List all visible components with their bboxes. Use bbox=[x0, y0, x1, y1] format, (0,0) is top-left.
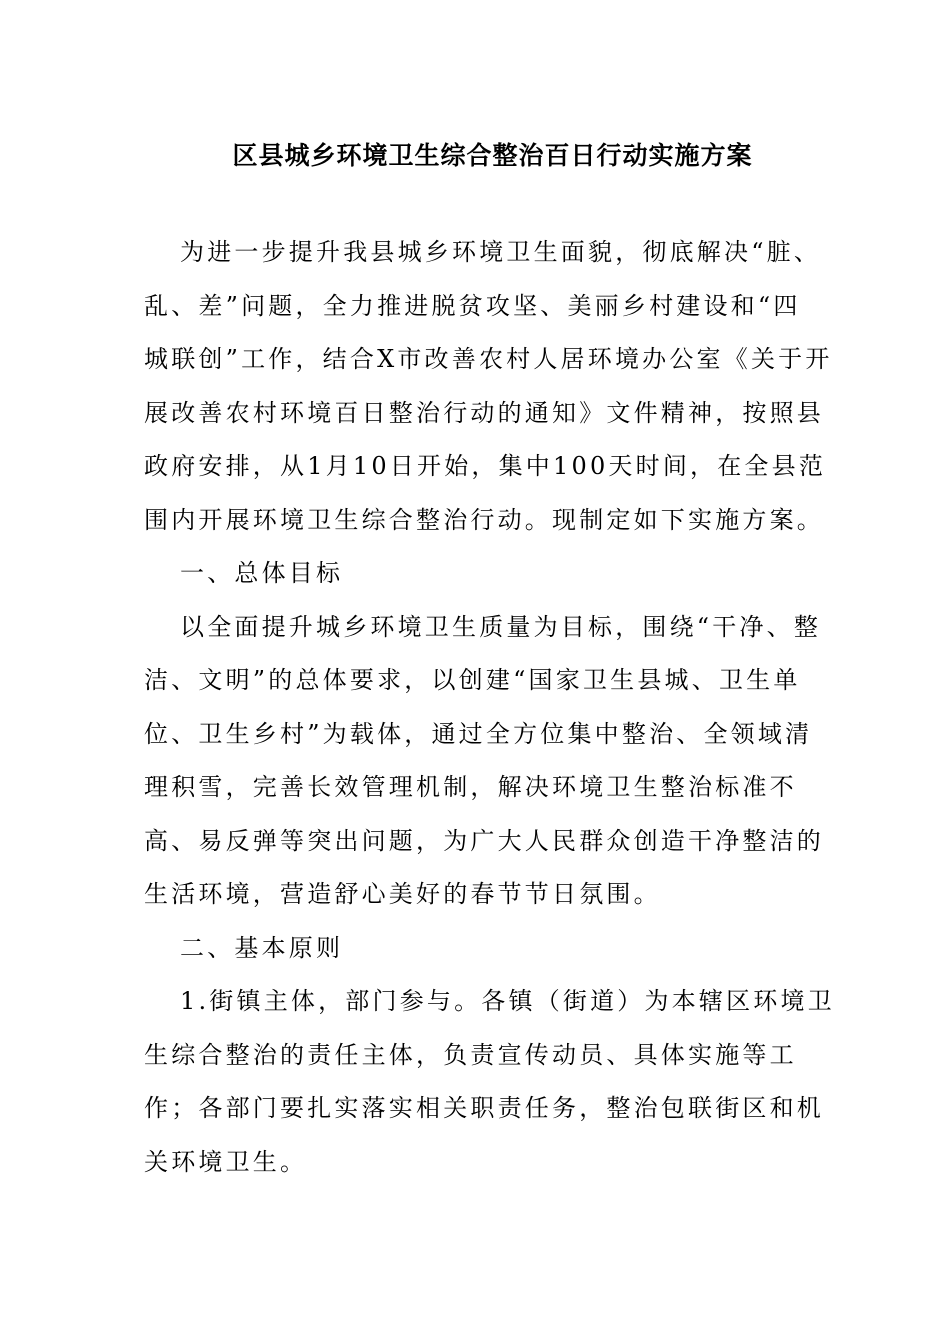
paragraph-line: 作；各部门要扎实落实相关职责任务，整治包联街区和机 bbox=[144, 1094, 824, 1122]
paragraph-line: 洁、文明”的总体要求，以创建“国家卫生县城、卫生单 bbox=[144, 666, 801, 694]
paragraph-line: 高、易反弹等突出问题，为广大人民群众创造干净整洁的 bbox=[144, 826, 824, 855]
paragraph-line: 围内开展环境卫生综合整治行动。现制定如下实施方案。 bbox=[144, 505, 824, 534]
paragraph-line: 理积雪，完善长效管理机制，解决环境卫生整治标准不 bbox=[144, 773, 797, 801]
paragraph-line: 位、卫生乡村”为载体，通过全方位集中整治、全领域清 bbox=[144, 719, 813, 748]
document-title: 区县城乡环境卫生综合整治百日行动实施方案 bbox=[232, 141, 753, 170]
paragraph-line: 关环境卫生。 bbox=[144, 1147, 308, 1176]
paragraph-line: 1.街镇主体，部门参与。各镇（街道）为本辖区环境卫 bbox=[180, 987, 835, 1015]
paragraph-line: 生综合整治的责任主体，负责宣传动员、具体实施等工 bbox=[144, 1040, 797, 1069]
paragraph-line: 生活环境，营造舒心美好的春节节日氛围。 bbox=[144, 880, 661, 908]
paragraph-line: 以全面提升城乡环境卫生质量为目标，围绕“干净、整 bbox=[180, 612, 822, 641]
paragraph-line: 乱、差”问题，全力推进脱贫攻坚、美丽乡村建设和“四 bbox=[144, 291, 801, 320]
paragraph-line: 展改善农村环境百日整治行动的通知》文件精神，按照县 bbox=[144, 398, 824, 427]
paragraph-line: 政府安排，从1月10日开始，集中100天时间，在全县范 bbox=[144, 452, 827, 480]
section-heading: 一、总体目标 bbox=[180, 559, 344, 587]
document-body bbox=[144, 226, 835, 1189]
section-heading: 二、基本原则 bbox=[180, 933, 344, 962]
paragraph-line: 城联创”工作，结合X市改善农村人居环境办公室《关于开 bbox=[144, 345, 833, 373]
paragraph-line: 为进一步提升我县城乡环境卫生面貌，彻底解决“脏、 bbox=[180, 238, 822, 266]
